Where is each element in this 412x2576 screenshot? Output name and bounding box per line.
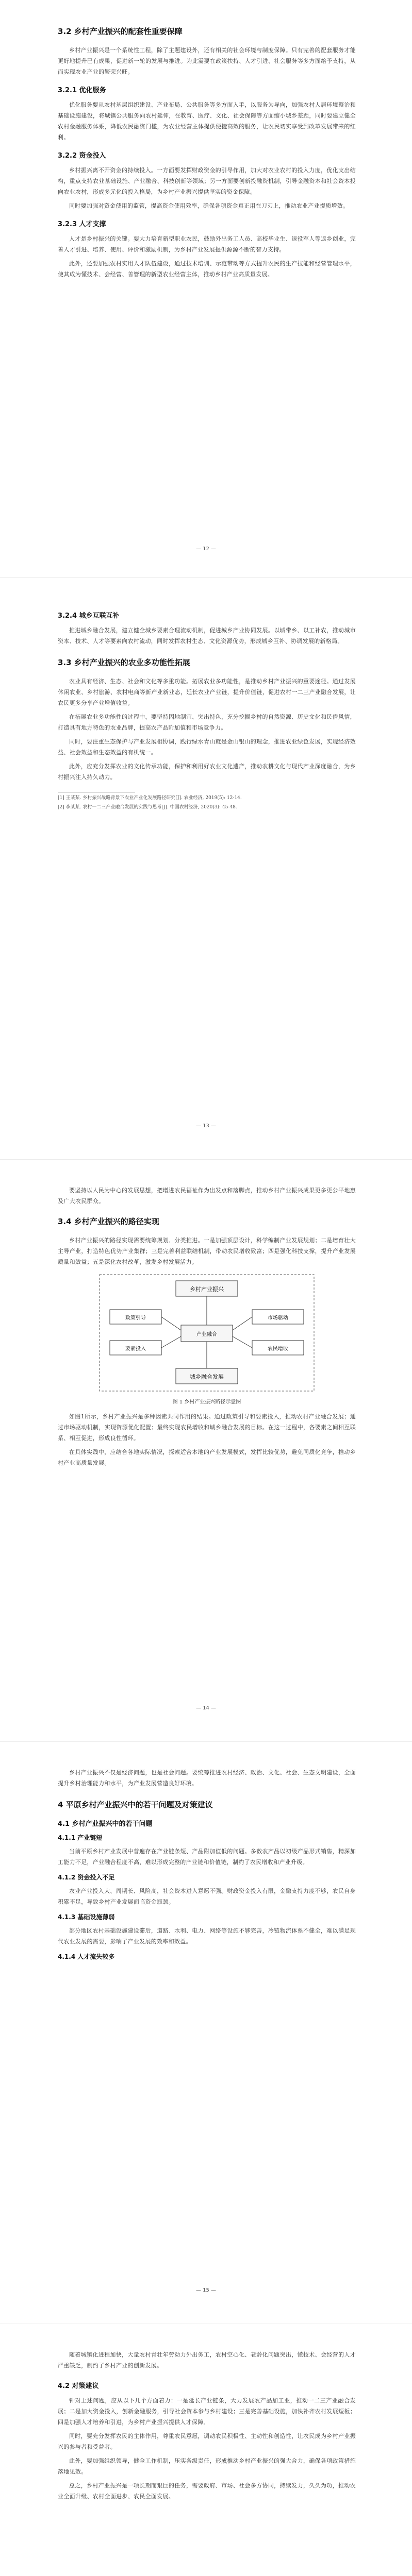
paragraph: 随着城镇化进程加快，大量农村青壮年劳动力外出务工，农村空心化、老龄化问题突出，懂技术、会经营的人才严重缺乏，制约了乡村产业的创新发展。: [58, 2351, 356, 2369]
paragraph: 针对上述问题，应从以下几个方面着力：一是延长产业链条，大力发展农产品加工业，推动一二三产业融合发展；二是加大资金投入，创新金融服务，引导社会资本参与乡村建设；三是完善基础设施，加快补齐农村发展短板；四是加强人才培养和引进，为乡村产业振兴提供人才保障。: [58, 2397, 356, 2426]
subsection-heading: 4.1.2 资金投入不足: [58, 1874, 115, 1881]
paragraph: 同时，要注重生态保护与产业发展相协调，践行绿水青山就是金山银山的理念，推进农业绿色发展，实现经济效益、社会效益和生态效益的有机统一。: [58, 738, 356, 756]
paragraph: 乡村振兴离不开资金的持续投入。一方面要发挥财政资金的引导作用，加大对农业农村的投入力度，优化支出结构，重点支持农业基础设施、产业融合、科技创新等领域；另一方面要创新投融资机制，引导金融资本和社会资本投向农业农村，形成多元化的投入格局，为乡村产业振兴提供坚实的资金保障。: [58, 167, 356, 195]
subsection-heading: 4.1.1 产业链短: [58, 1834, 103, 1841]
paragraph: 如图1所示，乡村产业振兴是多种因素共同作用的结果。通过政策引导和要素投入，推动农村产业融合发展；通过市场驱动机制，实现资源优化配置；最终实现农民增收和城乡融合发展的目标。在这一过程中，各要素之间相互联系、相互促进，形成良性循环。: [58, 1413, 356, 1442]
diagram-label: 产业融合: [196, 1332, 217, 1337]
paragraph: 总之，乡村产业振兴是一项长期而艰巨的任务，需要政府、市场、社会多方协同，持续发力，久久为功，推动农业全面升级、农村全面进步、农民全面发展。: [58, 2482, 356, 2500]
paragraph: 同时要加强对资金使用的监管，提高资金使用效率，确保各项资金真正用在刀刃上，推动农业产业提质增效。: [69, 202, 349, 209]
page-separator: [0, 577, 412, 578]
subsection-heading: 4.1.4 人才流失较多: [58, 1953, 115, 1960]
subsection-heading: 4.1.3 基础设施薄弱: [58, 1913, 115, 1921]
diagram-label: 乡村产业振兴: [190, 1286, 224, 1293]
page-number: — 13 —: [195, 1123, 217, 1129]
subsection-heading: 3.2.3 人才支撑: [58, 221, 106, 228]
path-diagram: [98, 1274, 315, 1392]
figure-caption: 图 1 乡村产业振兴路径示意图: [172, 1399, 241, 1405]
paragraph: 乡村产业振兴是一个系统性工程，除了主题建设外，还有相关的社会环境与制度保障。只有完善的配套服务才能更好地提升已有成果，促进新一轮的发展与推进。为此需要在政策扶持、人才引进、社会服务等多方面给予支持，从而实现农业产业的繁荣兴旺。: [58, 47, 356, 75]
page-number: — 15 —: [195, 2287, 217, 2293]
paragraph: 同时，要充分发挥农民的主体作用，尊重农民意愿，调动农民积极性、主动性和创造性，让农民成为乡村产业振兴的参与者和受益者。: [58, 2433, 356, 2450]
paragraph: 农业具有经济、生态、社会和文化等多重功能。拓展农业多功能性，是推动乡村产业振兴的重要途径。通过发展休闲农业、乡村旅游、农村电商等新产业新业态，延长农业产业链，提升价值链，促进农村一二三产业融合发展，让农民更多分享产业增值收益。: [58, 678, 356, 706]
paragraph: 当前平原乡村产业发展中普遍存在产业链条短、产品附加值低的问题。多数农产品以初级产品形式销售，精深加工能力不足，产业融合程度不高，难以形成完整的产业链和价值链，制约了农民增收和产业升级。: [58, 1848, 356, 1866]
paragraph: 在具体实践中，应结合各地实际情况，探索适合本地的产业发展模式，发挥比较优势，避免同质化竞争，推动乡村产业高质量发展。: [58, 1449, 356, 1466]
footnote: [1] 王某某. 乡村振兴战略背景下农业产业化发展路径研究[J]. 农业经济, 2019(5): 12-14.: [58, 795, 242, 801]
paragraph: 此外，应充分发挥农业的文化传承功能，保护和利用好农业文化遗产，推动农耕文化与现代产业深度融合，为乡村振兴注入持久动力。: [58, 763, 356, 781]
page-number: — 12 —: [195, 546, 217, 552]
page-separator: [0, 1741, 412, 1742]
diagram-label: 城乡融合发展: [190, 1374, 224, 1380]
diagram-label: 要素投入: [125, 1346, 146, 1352]
paragraph: 乡村产业振兴不仅是经济问题，也是社会问题。要统筹推进农村经济、政治、文化、社会、生态文明建设，全面提升乡村治理能力和水平，为产业发展营造良好环境。: [58, 1769, 356, 1787]
page-separator: [0, 1159, 412, 1160]
subsection-heading: 3.2.4 城乡互联互补: [58, 612, 120, 620]
paragraph: 农业产业投入大、周期长、风险高，社会资本进入意愿不强。财政资金投入有限，金融支持力度不够，农民自身积累不足，导致乡村产业发展面临资金瓶颈。: [58, 1888, 356, 1905]
paragraph: 此外，还要加强农村实用人才队伍建设，通过技术培训、示范带动等方式提升农民的生产技能和经营管理水平，使其成为懂技术、会经营、善管理的新型农业经营主体，推动乡村产业高质量发展。: [58, 260, 356, 278]
paragraph: 人才是乡村振兴的关键。要大力培育新型职业农民，鼓励外出务工人员、高校毕业生、退役军人等返乡创业，完善人才引进、培养、使用、评价和激励机制，为乡村产业发展提供源源不断的智力支持。: [58, 235, 356, 253]
section-heading: 4.2 对策建议: [58, 2382, 99, 2390]
diagram-label: 政策引导: [125, 1315, 146, 1321]
figure: [98, 1274, 315, 1405]
paragraph: 推进城乡融合发展，建立健全城乡要素合理流动机制，促进城乡产业协同发展。以城带乡、以工补农，推动城市资本、技术、人才等要素向农村流动，同时发挥农村生态、文化资源优势，形成城乡互补、协调发展的新格局。: [58, 627, 356, 645]
footnote: [2] 李某某. 农村一二三产业融合发展的实践与思考[J]. 中国农村经济, 2020(3): 45-48.: [58, 805, 237, 810]
page-number: — 14 —: [195, 1705, 217, 1711]
section-heading: 3.3 乡村产业振兴的农业多功能性拓展: [58, 658, 190, 667]
subsection-heading: 3.2.1 优化服务: [58, 87, 106, 94]
paragraph: 此外，要加强组织领导，健全工作机制，压实各级责任，形成推动乡村产业振兴的强大合力，确保各项政策措施落地见效。: [58, 2458, 356, 2475]
subsection-heading: 3.2.2 资金投入: [58, 152, 106, 160]
paragraph: 要坚持以人民为中心的发展思想，把增进农民福祉作为出发点和落脚点，推动乡村产业振兴成果更多更公平地惠及广大农民群众。: [58, 1187, 356, 1205]
paragraph: 部分地区农村基础设施建设滞后，道路、水利、电力、网络等设施不够完善，冷链物流体系不健全，难以满足现代农业发展的需要，影响了产业发展的效率和效益。: [58, 1927, 356, 1945]
paragraph: 在拓展农业多功能性的过程中，要坚持因地制宜、突出特色，充分挖掘乡村的自然资源、历史文化和民俗风情，打造具有地方特色的农业品牌，提高农产品附加值和市场竞争力。: [58, 714, 356, 731]
diagram-label: 农民增收: [268, 1346, 288, 1352]
diagram-label: 市场驱动: [268, 1315, 288, 1321]
section-heading: 3.2 乡村产业振兴的配套性重要保障: [58, 27, 183, 36]
paragraph: 优化服务要从农村基层组织建设、产业布局、公共服务等多方面入手，以服务为导向，加强农村人居环境整治和基础设施建设，将城镇公共服务向农村延伸，在教育、医疗、文化、社会保障等方面缩小城乡差距，同时要建立健全农村金融服务体系，降低农民融资门槛，为农业经营主体提供便捷高效的服务，让农民切实享受到改革发展带来的红利。: [58, 101, 356, 141]
chapter-heading: 4 平原乡村产业振兴中的若干问题及对策建议: [58, 1800, 213, 1809]
section-heading: 3.4 乡村产业振兴的路径实现: [58, 1217, 159, 1226]
section-heading: 4.1 乡村产业振兴中的若干问题: [58, 1820, 153, 1828]
paragraph: 乡村产业振兴的路径实现需要统筹规划、分类推进。一是加强顶层设计，科学编制产业发展规划；二是培育壮大主导产业，打造特色优势产业集群；三是完善利益联结机制，带动农民增收致富；四是强化科技支撑，提升产业发展质量和效益；五是深化农村改革，激发乡村发展活力。: [58, 1237, 356, 1265]
